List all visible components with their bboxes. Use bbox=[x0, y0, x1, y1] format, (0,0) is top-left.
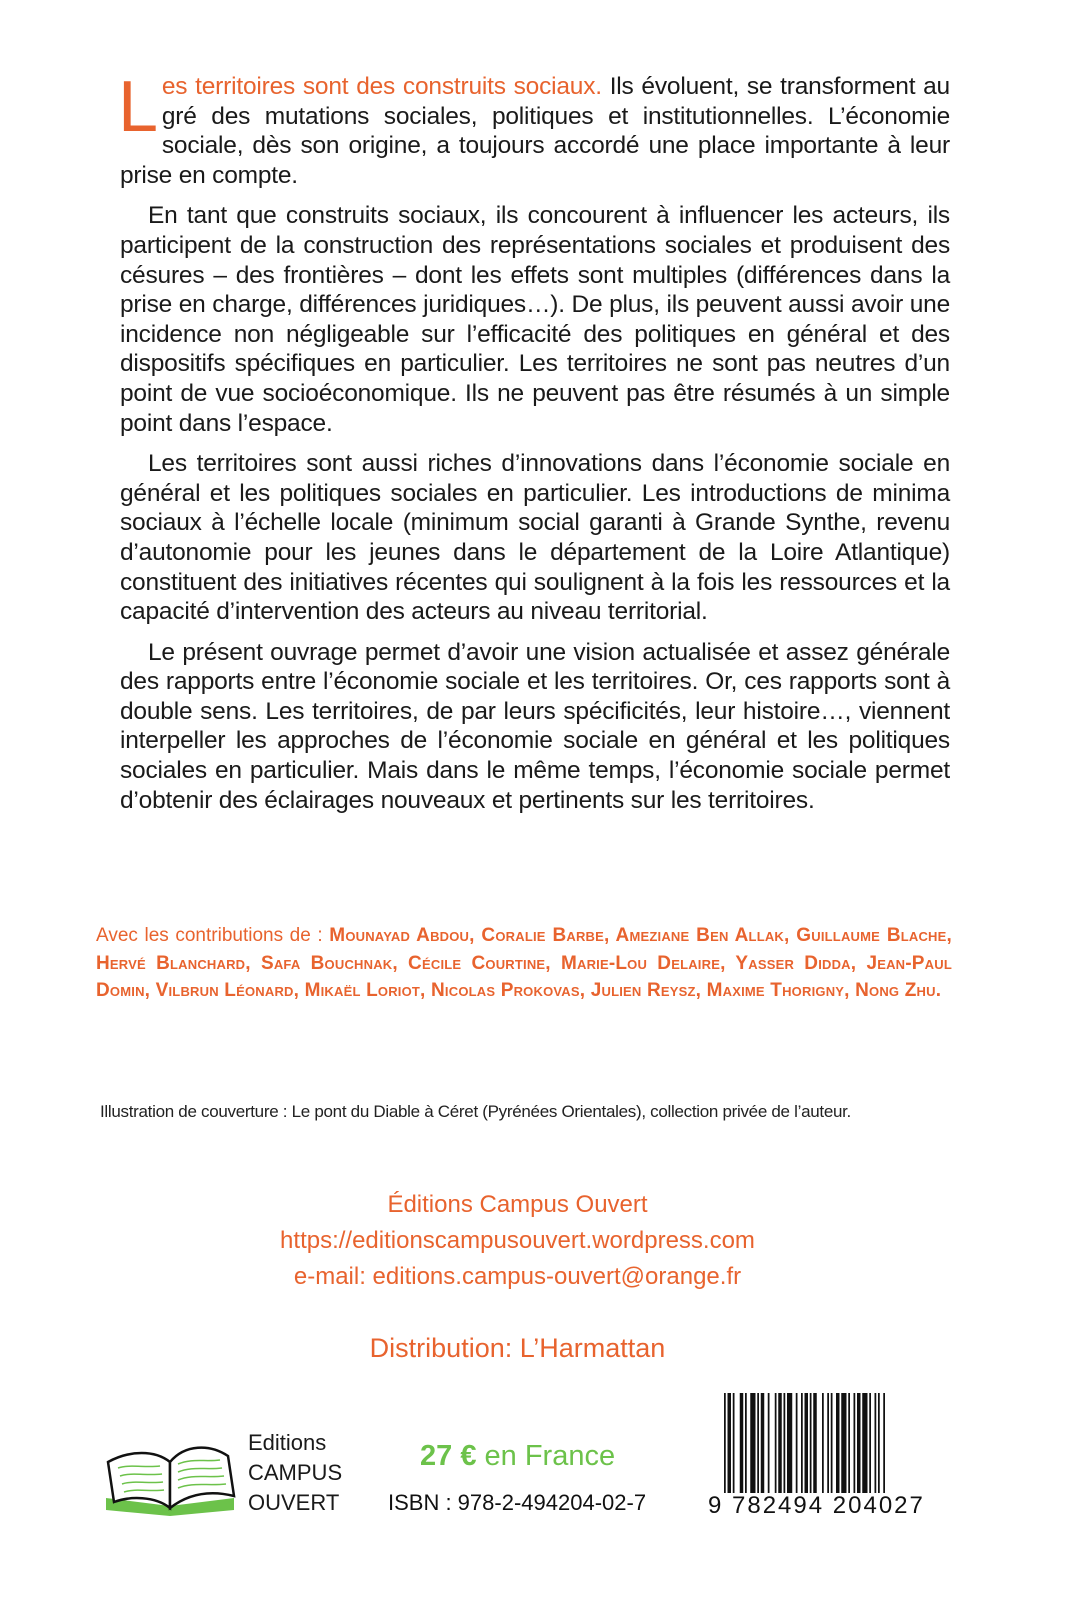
paragraph-4: Le présent ouvrage permet d’avoir une vision actualisée et assez générale des rapports entre l’économie sociale et les territoires. Or, ces rapports sont à double sens. Les territoires, de par leurs spécificités, leur histoire…, viennent interpeller les approches de l’économie sociale en général et les politiques sociales en particulier. Mais dans le même temps, l’économie sociale permet d’obtenir des éclairages nouveaux et pertinents sur les territoires. bbox=[120, 638, 950, 814]
lead-sentence: es territoires sont des construits sociaux. bbox=[161, 73, 602, 100]
barcode-bar bbox=[862, 1393, 867, 1493]
barcode-bar bbox=[813, 1393, 817, 1493]
barcode-bar bbox=[733, 1393, 735, 1493]
barcode-bar bbox=[778, 1393, 782, 1493]
drop-cap: L bbox=[118, 67, 158, 147]
publisher-website[interactable]: https://editionscampusouvert.wordpress.com bbox=[280, 1227, 755, 1254]
logo-line-3: OUVERT bbox=[248, 1490, 340, 1515]
barcode-bar bbox=[745, 1393, 747, 1493]
barcode-bar bbox=[784, 1393, 786, 1493]
contributors-names: Mounayad Abdou, Coralie Barbe, Ameziane Ben Allak, Guillaume Blache, Hervé Blanchard, Safa Bouchnak, Cécile Courtine, Marie-Lou Delaire, Yasser Didda, Jean-Paul Domin, Vilbrun Léonard, Mikaël Loriot, Nicolas Prokovas, Julien Reysz, Maxime Thorigny, Nong Zhu. bbox=[96, 925, 952, 1001]
barcode-bar bbox=[787, 1393, 792, 1493]
barcode-bar bbox=[836, 1393, 840, 1493]
distribution: Distribution: L’Harmattan bbox=[369, 1333, 666, 1363]
barcode-bar bbox=[757, 1393, 759, 1493]
barcode-bar bbox=[796, 1393, 798, 1493]
barcode-bar bbox=[878, 1393, 880, 1493]
barcode-bar bbox=[768, 1393, 770, 1493]
barcode-bar bbox=[869, 1393, 871, 1493]
barcode-bar bbox=[761, 1393, 765, 1493]
barcode-bar bbox=[875, 1393, 877, 1493]
barcode-bar bbox=[728, 1393, 732, 1493]
price bbox=[420, 1440, 615, 1473]
open-book-icon bbox=[100, 1436, 240, 1521]
barcode-bar bbox=[857, 1393, 861, 1493]
price-region: en France bbox=[476, 1440, 616, 1472]
contributors bbox=[96, 922, 952, 1005]
isbn: ISBN : 978-2-494204-02-7 bbox=[388, 1490, 647, 1515]
publisher-logo-text bbox=[248, 1428, 342, 1518]
barcode-bar bbox=[841, 1393, 846, 1493]
price-amount: 27 € bbox=[420, 1440, 477, 1472]
barcode-bar bbox=[827, 1393, 829, 1493]
paragraph-2-text: En tant que construits sociaux, ils concourent à influencer les acteurs, ils participent de la construction des représentations sociales et produisent des césures – des frontières – dont les effets sont multiples (différences dans la prise en charge, différences juridiques…). De plus, ils peuvent aussi avoir une incidence non négligeable sur l’efficacité des politiques en général et des dispositifs spécifiques en particulier. Les territoires ne sont pas neutres d’un point de vue socioéconomique. Ils ne peuvent pas être résumés à un simple point dans l’espace. bbox=[120, 202, 950, 437]
barcode-bar bbox=[883, 1393, 885, 1493]
barcode-bar bbox=[724, 1393, 726, 1493]
paragraph-1 bbox=[118, 67, 950, 190]
logo-line-2: CAMPUS bbox=[248, 1460, 343, 1485]
barcode-bar bbox=[831, 1393, 833, 1493]
barcode-bar bbox=[822, 1393, 824, 1493]
logo-line-1: Editions bbox=[248, 1430, 327, 1455]
contributors-intro: Avec les contributions de : bbox=[96, 925, 330, 946]
barcode-bar bbox=[848, 1393, 850, 1493]
paragraph-3: Les territoires sont aussi riches d’innovations dans l’économie sociale en général et les politiques sociales en particulier. Les introductions de minima sociaux à l’échelle locale (minimum social garanti à Grande Synthe, revenu d’autonomie pour les jeunes dans le département de la Loire Atlantique) constituent des initiatives récentes qui soulignent à la fois les ressources et la capacité d’intervention des acteurs au niveau territorial. bbox=[120, 450, 950, 626]
cover-illustration-credit: Illustration de couverture : Le pont du Diable à Céret (Pyrénées Orientales), collection privée de l’auteur. bbox=[100, 1102, 851, 1121]
barcode-bar bbox=[801, 1393, 803, 1493]
barcode-bar bbox=[805, 1393, 809, 1493]
paragraph-1-text: Ils évoluent, se transforment au gré des mutations sociales, politiques et institutionnelles. L’économie sociale, dès son origine, a toujours accordé une place importante à leur prise en compte. bbox=[120, 73, 950, 189]
paragraph-2 bbox=[120, 201, 950, 438]
back-cover-text bbox=[118, 67, 950, 826]
barcode-bar bbox=[775, 1393, 777, 1493]
barcode-bar bbox=[810, 1393, 812, 1493]
barcode-bar bbox=[854, 1393, 856, 1493]
barcode-bar bbox=[750, 1393, 755, 1493]
barcode-bar bbox=[740, 1393, 744, 1493]
barcode-digits: 9 782494 204027 bbox=[708, 1492, 925, 1519]
publisher-email[interactable]: e-mail: editions.campus-ouvert@orange.fr bbox=[293, 1263, 742, 1290]
publisher-name: Éditions Campus Ouvert bbox=[387, 1191, 648, 1218]
